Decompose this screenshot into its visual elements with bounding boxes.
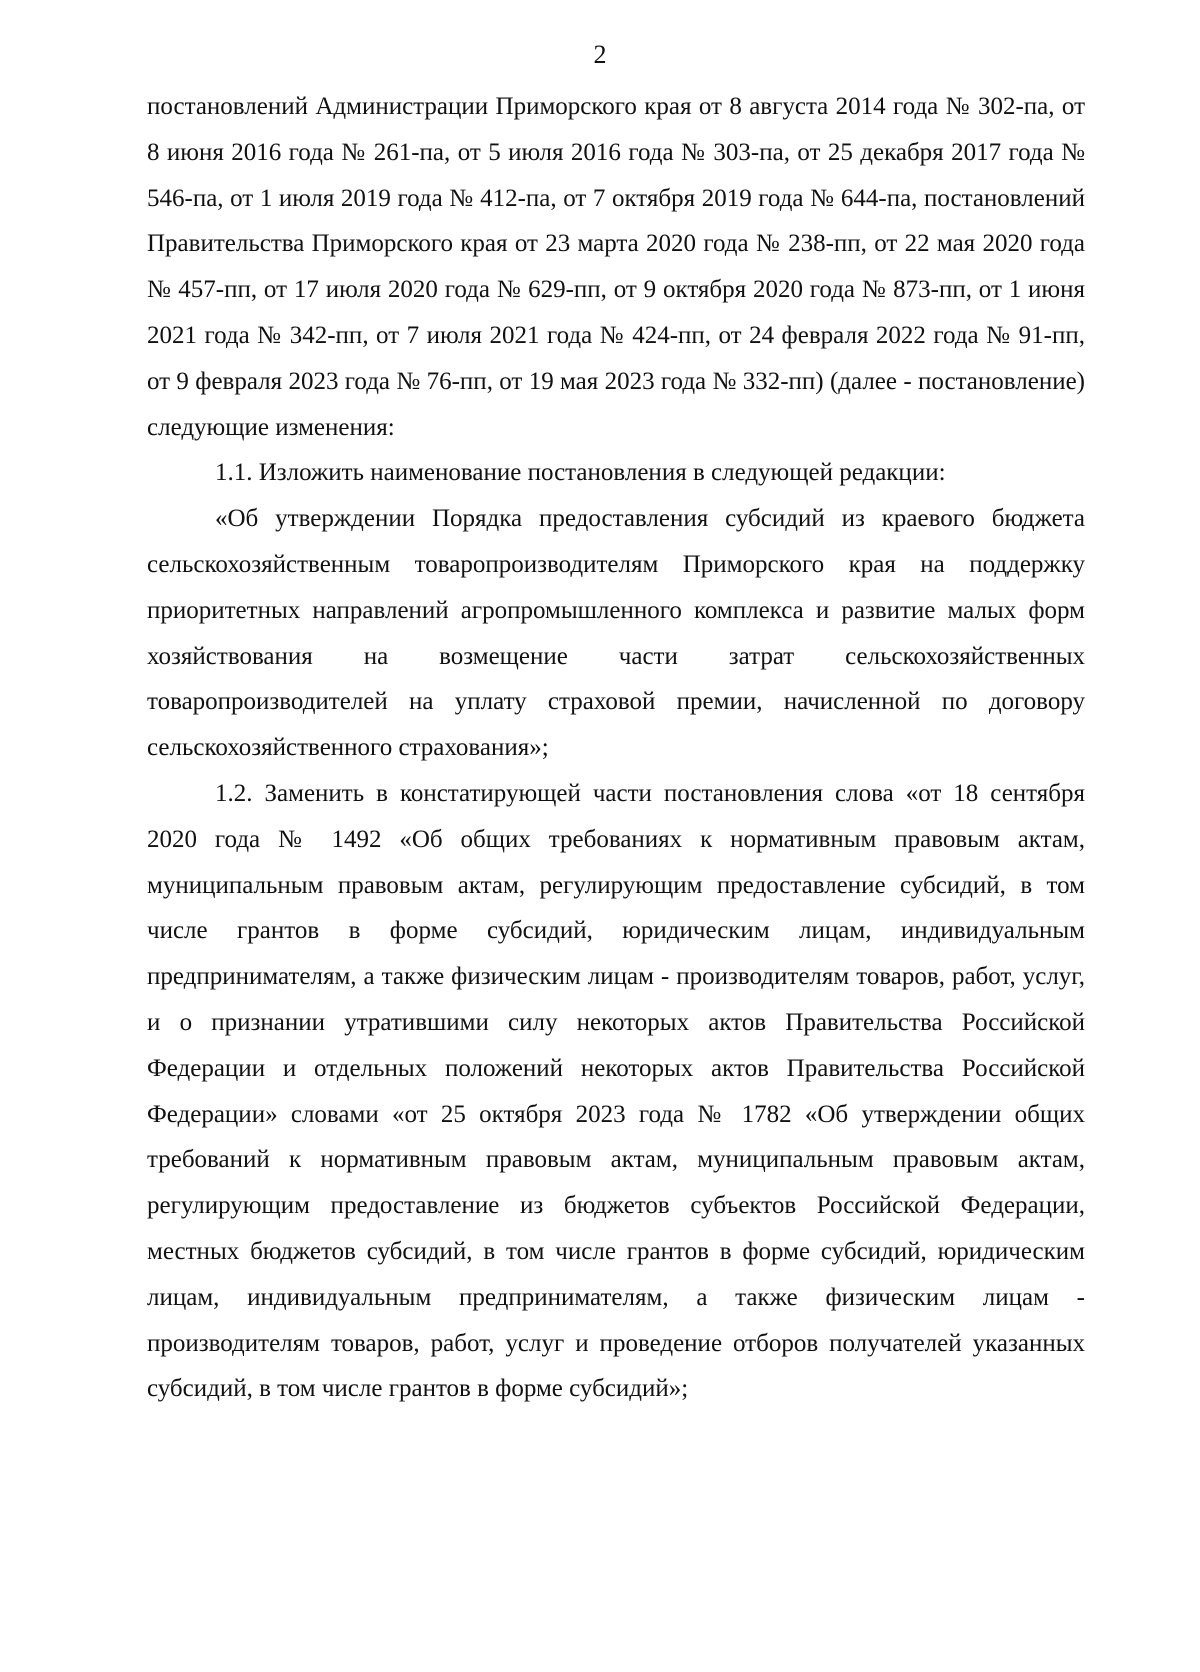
- document-body: [147, 84, 1085, 1412]
- page-number: 2: [593, 40, 607, 69]
- paragraph-1-1: 1.1. Изложить наименование постановления в следующей редакции:: [215, 459, 946, 487]
- paragraph-1-2: 1.2. Заменить в констатирующей части постановления слова «от 18 сентября 2020 года № 1492 «Об общих требованиях к нормативным правовым актам, муниципальным правовым актам, регулирующим предоставление субсидий, в том числе грантов в форме субсидий, юридическим лицам, индивидуальным предпринимателям, а также физическим лицам - производителям товаров, работ, услуг, и о признании утратившими силу некоторых актов Правительства Российской Федерации и отдельных положений некоторых актов Правительства Российской Федерации» словами «от 25 октября 2023 года № 1782 «Об утверждении общих требований к нормативным правовым актам, муниципальным правовым актам, регулирующим предоставление из бюджетов субъектов Российской Федерации, местных бюджетов субсидий, в том числе грантов в форме субсидий, юридическим лицам, индивидуальным предпринимателям, а также физическим лицам - производителям товаров, работ, услуг и проведение отборов получателей указанных субсидий, в том числе грантов в форме субсидий»;: [147, 779, 1085, 1403]
- paragraph-new-title: «Об утверждении Порядка предоставления субсидий из краевого бюджета сельскохозяйственным товаропроизводителям Приморского края на поддержку приоритетных направлений агропромышленного комплекса и развитие малых форм хозяйствования на возмещение части затрат сельскохозяйственных товаропроизводителей на уплату страховой премии, начисленной по договору сельскохозяйственного страхования»;: [147, 505, 1085, 762]
- paragraph-continuation: постановлений Администрации Приморского края от 8 августа 2014 года № 302-па, от 8 июня 2016 года № 261-па, от 5 июля 2016 года № 303-па, от 25 декабря 2017 года № 546-па, от 1 июля 2019 года № 412-па, от 7 октября 2019 года № 644-па, постановлений Правительства Приморского края от 23 марта 2020 года № 238-пп, от 22 мая 2020 года № 457-пп, от 17 июля 2020 года № 629-пп, от 9 октября 2020 года № 873-пп, от 1 июня 2021 года № 342-пп, от 7 июля 2021 года № 424-пп, от 24 февраля 2022 года № 91-пп, от 9 февраля 2023 года № 76-пп, от 19 мая 2023 года № 332-пп) (далее - постановление) следующие изменения:: [147, 93, 1085, 441]
